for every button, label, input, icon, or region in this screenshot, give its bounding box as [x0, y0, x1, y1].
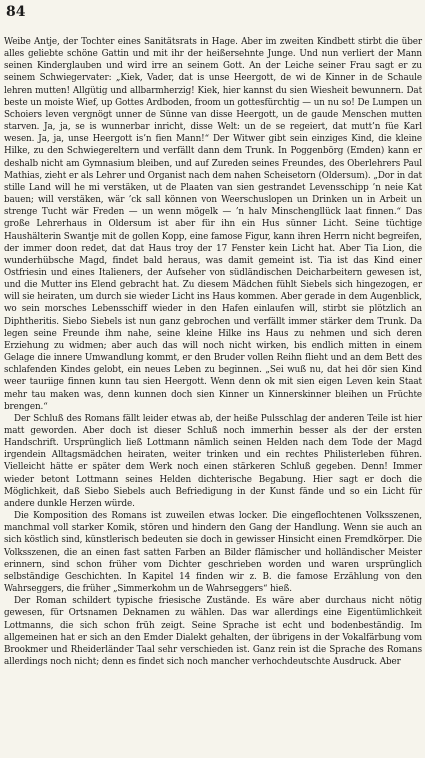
paragraph: Die Komposition des Romans ist zuweilen etwas locker. Die eingeflochtenen Volksszenen, manchmal voll starker Komik, stören und hindern den Gang der Handlung. Wenn sie auch an sich köstlich sind, künstlerisch bedeuten sie doch in gewisser Hinsicht einen Fremdkörper. Die Volksszenen, die an einen fast satten Farben an Bilder flämischer und holländischer Meister erinnern, sind schon früher vom Dichter geschrieben worden und waren ursprünglich selbständige Geschichten. In Kapitel 14 finden wir z. B. die famose Erzählung von den Wahrseggers, die früher „Simmerkohm un de Wahrseggers“ hieß.	[4, 511, 422, 595]
page-number: 84	[6, 4, 26, 20]
text-body	[4, 36, 422, 668]
paragraph: Der Schluß des Romans fällt leider etwas ab, der heiße Pulsschlag der anderen Teile ist hier matt geworden. Aber doch ist dieser Schluß noch immerhin besser als der der ersten Handschrift. Ursprünglich ließ Lottmann nämlich seinen Helden nach dem Tode der Magd irgendein Alltagsmädchen heiraten, weiter trinken und ein rechtes Philisterleben führen. Vielleicht hätte er später dem Werk noch einen stärkeren Schluß gegeben. Denn! Immer wieder betont Lottmann seines Helden dichterische Begabung. Hier sagt er doch die Möglichkeit, daß Siebo Siebels auch Befriedigung in der Kunst fände und so ein Licht für andere dunkle Herzen würde.	[4, 413, 422, 509]
paragraph: Der Roman schildert typische friesische Zustände. Es wäre aber durchaus nicht nötig gewesen, für Ortsnamen Deknamen zu wählen. Das war allerdings eine Eigentümlichkeit Lottmanns, die sich schon früh zeigt. Seine Sprache ist echt und bodenbeständig. Im allgemeinen hat er sich an den Emder Dialekt gehalten, der übrigens in der Vokalfärbung vom Brookmer und Rheiderländer Taal sehr verschieden ist. Ganz rein ist die Sprache des Romans allerdings noch nicht; denn es findet sich noch mancher verhochdeutschte Ausdruck. Aber	[4, 596, 422, 667]
paragraph: Weibe Antje, der Tochter eines Sanitätsrats in Hage. Aber im zweiten Kindbett stirbt die über alles geliebte schöne Gattin und mit ihr der heißersehnte Junge. Und nun verliert der Mann seinen Kinderglauben und wird irre an seinem Gott. An der Leiche seiner Frau sagt er zu seinem Schwiegervater: „Kiek, Vader, dat is unse Heergott, de wi de Kinner in de Schaule lehren mutten! Allgütig und allbarmherzig! Kiek, hier kannst du sien Wiesheit bewunnern. Dat beste un moiste Wief, up Gottes Ardboden, froom un gottesfürchtig — un nu so! De Lumpen un Schoiers leven vergnögt unner de Sünne van disse Heergott, un de gaude Menschen mutten starven. Ja, ja, se is wunnerbar inricht, disse Welt: un de se regeiert, dat mutt’n füe Karl wesen. Ja, ja, unse Heergott is’n fien Mann!“ Der Witwer gibt sein einziges Kind, die kleine Hilke, zu den Schwiegereltern und verfällt dann dem Trunk. In Poggenbörg (Emden) kann er deshalb nicht am Gymnasium bleiben, und auf Zureden seines Freundes, des Oberlehrers Paul Mathias, zieht er als Lehrer und Organist nach dem nahen Scheisetorn (Oldersum). „Dor in dat stille Land will he mi verstäken, ut de Plaaten van sien gestrandet Levensschipp ’n neie Kat bauen; will verstäken, wär ’ck sall können von Weerschuslopen un Drinken un in Arbeit un strenge Tucht wär Freden — un wenn mögelk — ’n halv Minschengllück laat finnen.“ Das große Lehrerhaus in Oldersum ist aber für ihn ein Hus sünner Licht. Seine tüchtige Haushälterin Swantje mit de gollen Kopp, eine famose Figur, kann ihren Herrn nicht begreifen, der immer doon redet, dat dat Haus troy der 17 Fenster kein Licht hat. Aber Tia Lion, die wunderhübsche Magd, findet bald heraus, was damit gemeint ist. Tia ist das Kind einer Ostfriesin und eines Italieners, der Aufseher von südländischen Deicharbeitern gewesen ist, und die Mutter ins Elend gebracht hat. Zu diesem Mädchen fühlt Siebels sich hingezogen, er will sie heiraten, um durch sie wieder Licht ins Haus kommen. Aber gerade in dem Augenblick, wo sein morsches Lebensschiff wieder in den Hafen einlaufen will, stirbt sie plötzlich an Diphtheritis. Siebo Siebels ist nun ganz gebrochen und verfällt immer stärker dem Trunk. Da legen seine Freunde ihm nahe, seine kleine Hilke ins Haus zu nehmen und sich deren Erziehung zu widmen; aber auch das will noch nicht wirken, bis endlich mitten in einem Gelage die innere Umwandlung kommt, er den Bruder vollen Reihn flieht und an dem Bett des schlafenden Kindes gelobt, ein neues Leben zu beginnen. „Sei wuß nu, dat hei dör sien Kind weer tauriige finnen kunn tau sien Heergott. Wenn denn ok mit sien eigen Leven kein Staat mehr tau maken was, denn kunnen doch sien Kinner un Kinnerskinner bleihen un Früchte brengen.“	[4, 37, 422, 412]
